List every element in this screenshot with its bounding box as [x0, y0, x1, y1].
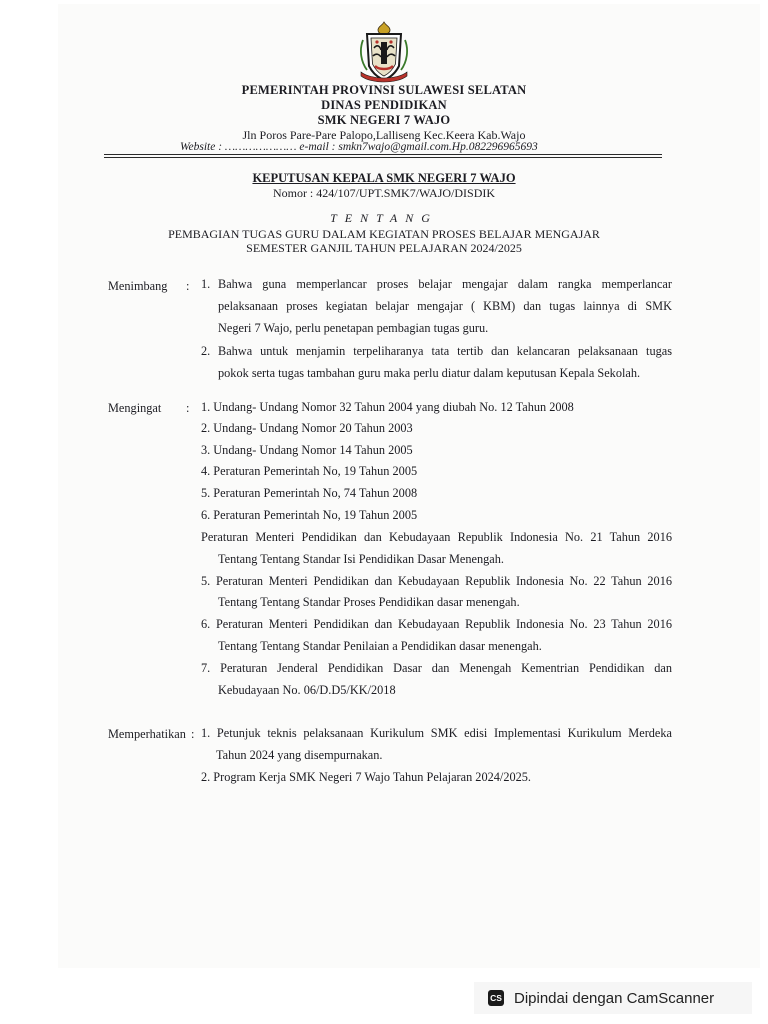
- header-school: SMK NEGERI 7 WAJO: [317, 113, 451, 127]
- mengingat-item-2: 2. Undang- Undang Nomor 20 Tahun 2003: [201, 421, 413, 435]
- menimbang-item-2-line-2: pokok serta tugas tambahan guru maka perlu diatur dalam keputusan Kepala Sekolah.: [218, 366, 641, 380]
- memperhatikan-item-1-line-1: 1. Petunjuk teknis pelaksanaan Kurikulum SMK edisi Implementasi Kurikulum Merdeka: [201, 726, 672, 740]
- camscanner-text: Dipindai dengan CamScanner: [514, 989, 715, 1007]
- mengingat-permen-23-line-2: Tentang Tentang Standar Penilaian a Pendidikan dasar menengah.: [218, 639, 542, 653]
- menimbang-item-1-num: 1.: [201, 277, 211, 291]
- subject-line-2: SEMESTER GANJIL TAHUN PELAJARAN 2024/2025: [246, 241, 522, 255]
- menimbang-item-1-line-2: pelaksanaan proses kegiatan belajar mengajar ( KBM) dan tugas lainnya di SMK: [218, 299, 672, 313]
- camscanner-watermark: [474, 982, 752, 1014]
- menimbang-item-1-line-3: Negeri 7 Wajo, perlu penetapan pembagian tugas guru.: [218, 321, 489, 335]
- mengingat-perjen-line-2: Kebudayaan No. 06/D.D5/KK/2018: [218, 683, 396, 697]
- mengingat-perjen-line-1: 7. Peraturan Jenderal Pendidikan Dasar dan Menengah Kementrian Pendidikan dan: [201, 661, 672, 675]
- menimbang-item-2-line-1: Bahwa untuk menjamin terpeliharanya tata tertib dan kelancaran pelaksanaan tugas: [218, 344, 672, 358]
- header-department: DINAS PENDIDIKAN: [321, 98, 447, 112]
- menimbang-colon: :: [186, 279, 190, 293]
- mengingat-item-3: 3. Undang- Undang Nomor 14 Tahun 2005: [201, 443, 413, 457]
- mengingat-permen-21-line-1: Peraturan Menteri Pendidikan dan Kebudayaan Republik Indonesia No. 21 Tahun 2016: [201, 530, 672, 544]
- tentang-heading: TENTANG: [330, 211, 438, 225]
- mengingat-item-5: 5. Peraturan Pemerintah No, 74 Tahun 2008: [201, 486, 418, 500]
- mengingat-permen-22-line-2: Tentang Tentang Standar Proses Pendidikan dasar menengah.: [218, 595, 520, 609]
- menimbang-item-1-line-1: Bahwa guna memperlancar proses belajar mengajar dalam rangka memperlancar: [218, 277, 672, 291]
- mengingat-permen-22-line-1: 5. Peraturan Menteri Pendidikan dan Kebudayaan Republik Indonesia No. 22 Tahun 2016: [201, 574, 672, 588]
- letterhead-rule-thin: [104, 157, 662, 158]
- decree-title: KEPUTUSAN KEPALA SMK NEGERI 7 WAJO: [252, 171, 516, 185]
- letterhead-rule: [104, 154, 662, 155]
- header-address: Jln Poros Pare-Pare Palopo,Lalliseng Kec.Keera Kab.Wajo: [242, 128, 526, 142]
- mengingat-permen-23-line-1: 6. Peraturan Menteri Pendidikan dan Kebudayaan Republik Indonesia No. 23 Tahun 2016: [201, 617, 672, 631]
- mengingat-item-6: 6. Peraturan Pemerintah No, 19 Tahun 2005: [201, 508, 418, 522]
- mengingat-item-4: 4. Peraturan Pemerintah No, 19 Tahun 2005: [201, 464, 418, 478]
- mengingat-label: Mengingat: [108, 401, 162, 415]
- memperhatikan-label: Memperhatikan: [108, 727, 186, 741]
- mengingat-item-1: 1. Undang- Undang Nomor 32 Tahun 2004 yang diubah No. 12 Tahun 2008: [201, 400, 574, 414]
- memperhatikan-item-2: 2. Program Kerja SMK Negeri 7 Wajo Tahun Pelajaran 2024/2025.: [201, 770, 531, 784]
- header-contact: Website : ………………… e-mail : smkn7wajo@gmail.com.Hp.082296965693: [180, 141, 538, 153]
- memperhatikan-colon: :: [191, 727, 195, 741]
- crest-icon: [357, 20, 411, 84]
- decree-number: Nomor : 424/107/UPT.SMK7/WAJO/DISDIK: [272, 186, 496, 200]
- menimbang-label: Menimbang: [108, 279, 168, 293]
- mengingat-permen-21-line-2: Tentang Tentang Standar Isi Pendidikan Dasar Menengah.: [218, 552, 504, 566]
- camscanner-icon: CS: [488, 990, 504, 1006]
- menimbang-item-2-num: 2.: [201, 344, 211, 358]
- mengingat-colon: :: [186, 401, 190, 415]
- header-agency: PEMERINTAH PROVINSI SULAWESI SELATAN: [241, 83, 527, 97]
- subject-line-1: PEMBAGIAN TUGAS GURU DALAM KEGIATAN PROSES BELAJAR MENGAJAR: [168, 227, 600, 241]
- memperhatikan-item-1-line-2: Tahun 2024 yang disempurnakan.: [216, 748, 383, 762]
